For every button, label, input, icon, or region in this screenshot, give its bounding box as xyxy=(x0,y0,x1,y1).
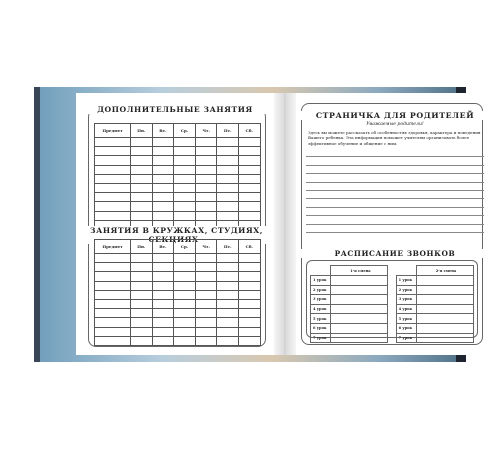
gap-cell xyxy=(388,266,396,276)
lesson-label: 3 урок xyxy=(311,295,331,305)
blank-cell[interactable] xyxy=(195,327,217,336)
blank-cell[interactable] xyxy=(195,202,217,211)
blank-cell[interactable] xyxy=(195,281,217,290)
blank-cell[interactable] xyxy=(131,193,153,202)
blank-cell[interactable] xyxy=(174,165,196,174)
table-row xyxy=(95,327,261,336)
blank-cell[interactable] xyxy=(195,299,217,308)
blank-cell[interactable] xyxy=(131,183,153,192)
blank-cell[interactable] xyxy=(174,263,196,272)
blank-cell[interactable] xyxy=(152,309,174,318)
lesson-label: 7 урок xyxy=(396,333,416,343)
blank-cell[interactable] xyxy=(131,263,153,272)
blank-cell[interactable] xyxy=(174,202,196,211)
column-header: Пт. xyxy=(217,240,239,254)
lesson-label: 3 урок xyxy=(396,295,416,305)
blank-cell[interactable] xyxy=(238,309,260,318)
blank-cell[interactable] xyxy=(95,174,131,183)
blank-cell[interactable] xyxy=(95,254,131,263)
blank-cell[interactable] xyxy=(95,263,131,272)
blank-cell[interactable] xyxy=(131,138,153,147)
blank-cell[interactable] xyxy=(95,309,131,318)
shift-1-time-cell[interactable] xyxy=(331,333,388,343)
blank-cell[interactable] xyxy=(131,299,153,308)
blank-cell[interactable] xyxy=(238,202,260,211)
writing-line[interactable] xyxy=(306,191,484,199)
table-row xyxy=(95,202,261,211)
shift-2-header: 2-я смена xyxy=(416,266,473,276)
blank-cell[interactable] xyxy=(195,165,217,174)
shift-1-time-cell[interactable] xyxy=(331,285,388,295)
blank-cell[interactable] xyxy=(131,211,153,220)
column-header: Вт. xyxy=(152,240,174,254)
column-header: Ср. xyxy=(174,124,196,138)
blank-cell[interactable] xyxy=(174,211,196,220)
blank-cell[interactable] xyxy=(174,290,196,299)
blank-cell[interactable] xyxy=(95,272,131,281)
parents-notes-lines xyxy=(306,149,484,233)
blank-cell[interactable] xyxy=(195,336,217,345)
blank-cell[interactable] xyxy=(195,254,217,263)
blank-cell[interactable] xyxy=(217,193,239,202)
blank-cell[interactable] xyxy=(152,202,174,211)
blank-cell[interactable] xyxy=(217,309,239,318)
table-row xyxy=(95,281,261,290)
blank-cell[interactable] xyxy=(238,211,260,220)
blank-cell[interactable] xyxy=(152,165,174,174)
blank-cell[interactable] xyxy=(152,290,174,299)
writing-line[interactable] xyxy=(306,174,484,182)
blank-cell[interactable] xyxy=(95,147,131,156)
table-row xyxy=(95,299,261,308)
column-header: Пн. xyxy=(131,124,153,138)
blank-cell[interactable] xyxy=(152,299,174,308)
blank-cell[interactable] xyxy=(152,272,174,281)
blank-cell[interactable] xyxy=(131,318,153,327)
gap-cell xyxy=(396,266,416,276)
shift-1-header: 1-я смена xyxy=(331,266,388,276)
blank-cell[interactable] xyxy=(95,156,131,165)
blank-cell[interactable] xyxy=(195,309,217,318)
blank-cell[interactable] xyxy=(152,327,174,336)
parents-page-title: СТРАНИЧКА ДЛЯ РОДИТЕЛЕЙ xyxy=(296,111,494,120)
gap-cell xyxy=(311,266,331,276)
lesson-label: 7 урок xyxy=(311,333,331,343)
writing-line[interactable] xyxy=(306,157,484,165)
table-row xyxy=(95,183,261,192)
bell-row xyxy=(311,333,474,343)
blank-cell[interactable] xyxy=(95,211,131,220)
blank-cell[interactable] xyxy=(131,254,153,263)
blank-cell[interactable] xyxy=(174,336,196,345)
blank-cell[interactable] xyxy=(131,272,153,281)
table-row xyxy=(95,138,261,147)
blank-cell[interactable] xyxy=(174,309,196,318)
lesson-label: 5 урок xyxy=(311,314,331,324)
writing-line[interactable] xyxy=(306,183,484,191)
lesson-label: 4 урок xyxy=(311,304,331,314)
column-header: Пт. xyxy=(217,124,239,138)
blank-cell[interactable] xyxy=(152,318,174,327)
blank-cell[interactable] xyxy=(174,183,196,192)
blank-cell[interactable] xyxy=(131,281,153,290)
blank-cell[interactable] xyxy=(217,147,239,156)
blank-cell[interactable] xyxy=(195,147,217,156)
shift-1-time-cell[interactable] xyxy=(331,304,388,314)
blank-cell[interactable] xyxy=(238,193,260,202)
blank-cell[interactable] xyxy=(95,290,131,299)
extra-classes-table xyxy=(94,123,261,230)
section-extra-classes-title: ДОПОЛНИТЕЛЬНЫЕ ЗАНЯТИЯ xyxy=(76,105,274,114)
writing-line[interactable] xyxy=(306,149,484,157)
book-spine xyxy=(274,93,296,355)
left-page xyxy=(76,93,274,355)
clubs-table xyxy=(94,239,261,346)
bell-schedule-title: РАСПИСАНИЕ ЗВОНКОВ xyxy=(296,249,494,258)
blank-cell[interactable] xyxy=(217,290,239,299)
blank-cell[interactable] xyxy=(131,290,153,299)
shift-2-time-cell[interactable] xyxy=(416,304,473,314)
blank-cell[interactable] xyxy=(174,281,196,290)
blank-cell[interactable] xyxy=(152,156,174,165)
column-header: Ср. xyxy=(174,240,196,254)
blank-cell[interactable] xyxy=(217,336,239,345)
blank-cell[interactable] xyxy=(95,318,131,327)
blank-cell[interactable] xyxy=(195,183,217,192)
blank-cell[interactable] xyxy=(238,174,260,183)
bell-row xyxy=(311,304,474,314)
gap-cell xyxy=(388,323,396,333)
table-row xyxy=(95,336,261,345)
blank-cell[interactable] xyxy=(195,263,217,272)
blank-cell[interactable] xyxy=(238,183,260,192)
blank-cell[interactable] xyxy=(152,183,174,192)
blank-cell[interactable] xyxy=(131,156,153,165)
lesson-label: 2 урок xyxy=(396,285,416,295)
writing-line[interactable] xyxy=(306,166,484,174)
blank-cell[interactable] xyxy=(195,318,217,327)
blank-cell[interactable] xyxy=(195,193,217,202)
lesson-label: 4 урок xyxy=(396,304,416,314)
blank-cell[interactable] xyxy=(217,202,239,211)
blank-cell[interactable] xyxy=(238,281,260,290)
table-row xyxy=(95,156,261,165)
blank-cell[interactable] xyxy=(195,211,217,220)
gap-cell xyxy=(388,295,396,305)
column-header: Предмет xyxy=(95,240,131,254)
blank-cell[interactable] xyxy=(95,299,131,308)
blank-cell[interactable] xyxy=(195,174,217,183)
blank-cell[interactable] xyxy=(131,202,153,211)
blank-cell[interactable] xyxy=(238,263,260,272)
lesson-label: 1 урок xyxy=(396,276,416,286)
blank-cell[interactable] xyxy=(174,318,196,327)
table-row xyxy=(95,211,261,220)
writing-line[interactable] xyxy=(306,199,484,207)
blank-cell[interactable] xyxy=(238,147,260,156)
blank-cell[interactable] xyxy=(131,309,153,318)
blank-cell[interactable] xyxy=(131,336,153,345)
column-header: Чт. xyxy=(195,124,217,138)
shift-2-time-cell[interactable] xyxy=(416,276,473,286)
blank-cell[interactable] xyxy=(152,138,174,147)
blank-cell[interactable] xyxy=(152,147,174,156)
bell-row xyxy=(311,323,474,333)
lesson-label: 5 урок xyxy=(396,314,416,324)
blank-cell[interactable] xyxy=(152,336,174,345)
blank-cell[interactable] xyxy=(217,272,239,281)
blank-cell[interactable] xyxy=(217,183,239,192)
blank-cell[interactable] xyxy=(95,336,131,345)
writing-line[interactable] xyxy=(306,216,484,224)
shift-1-time-cell[interactable] xyxy=(331,323,388,333)
bell-schedule-table xyxy=(310,265,474,343)
blank-cell[interactable] xyxy=(174,147,196,156)
blank-cell[interactable] xyxy=(238,327,260,336)
shift-2-time-cell[interactable] xyxy=(416,314,473,324)
blank-cell[interactable] xyxy=(217,299,239,308)
blank-cell[interactable] xyxy=(217,165,239,174)
blank-cell[interactable] xyxy=(217,254,239,263)
blank-cell[interactable] xyxy=(174,156,196,165)
shift-2-time-cell[interactable] xyxy=(416,333,473,343)
shift-1-time-cell[interactable] xyxy=(331,314,388,324)
gap-cell xyxy=(388,314,396,324)
blank-cell[interactable] xyxy=(195,272,217,281)
bell-row xyxy=(311,295,474,305)
column-header: Предмет xyxy=(95,124,131,138)
blank-cell[interactable] xyxy=(238,165,260,174)
column-header: Сб. xyxy=(238,124,260,138)
parents-instructions: Здесь вы можете рассказать об особенностях здоровья, характера и поведения Вашего ребенка. Эта информация поможет учителям организовать более эффективное обучение и общение с ним. xyxy=(308,130,481,146)
blank-cell[interactable] xyxy=(217,211,239,220)
lesson-label: 1 урок xyxy=(311,276,331,286)
blank-cell[interactable] xyxy=(217,318,239,327)
blank-cell[interactable] xyxy=(152,263,174,272)
lesson-label: 2 урок xyxy=(311,285,331,295)
bell-row xyxy=(311,285,474,295)
blank-cell[interactable] xyxy=(238,156,260,165)
shift-1-time-cell[interactable] xyxy=(331,276,388,286)
blank-cell[interactable] xyxy=(174,327,196,336)
table-row xyxy=(95,309,261,318)
column-header: Сб. xyxy=(238,240,260,254)
blank-cell[interactable] xyxy=(217,174,239,183)
blank-cell[interactable] xyxy=(174,138,196,147)
blank-cell[interactable] xyxy=(152,193,174,202)
blank-cell[interactable] xyxy=(217,156,239,165)
blank-cell[interactable] xyxy=(238,290,260,299)
blank-cell[interactable] xyxy=(131,165,153,174)
column-header: Пн. xyxy=(131,240,153,254)
blank-cell[interactable] xyxy=(95,138,131,147)
table-row xyxy=(95,263,261,272)
blank-cell[interactable] xyxy=(217,138,239,147)
blank-cell[interactable] xyxy=(195,138,217,147)
bell-row xyxy=(311,314,474,324)
blank-cell[interactable] xyxy=(152,174,174,183)
table-row xyxy=(95,165,261,174)
blank-cell[interactable] xyxy=(238,272,260,281)
gap-cell xyxy=(388,285,396,295)
column-header: Чт. xyxy=(195,240,217,254)
blank-cell[interactable] xyxy=(174,272,196,281)
parents-greeting: Уважаемые родители! xyxy=(366,122,424,127)
blank-cell[interactable] xyxy=(238,299,260,308)
lesson-label: 6 урок xyxy=(396,323,416,333)
table-row xyxy=(95,174,261,183)
column-header: Вт. xyxy=(152,124,174,138)
blank-cell[interactable] xyxy=(174,174,196,183)
lesson-label: 6 урок xyxy=(311,323,331,333)
table-row xyxy=(95,254,261,263)
blank-cell[interactable] xyxy=(238,254,260,263)
cover-edge-left xyxy=(34,87,40,362)
shift-1-time-cell[interactable] xyxy=(331,295,388,305)
blank-cell[interactable] xyxy=(95,183,131,192)
blank-cell[interactable] xyxy=(195,290,217,299)
blank-cell[interactable] xyxy=(95,327,131,336)
table-row xyxy=(95,272,261,281)
gap-cell xyxy=(388,304,396,314)
blank-cell[interactable] xyxy=(174,254,196,263)
gap-cell xyxy=(388,276,396,286)
blank-cell[interactable] xyxy=(238,138,260,147)
blank-cell[interactable] xyxy=(152,281,174,290)
shift-2-time-cell[interactable] xyxy=(416,285,473,295)
blank-cell[interactable] xyxy=(131,147,153,156)
blank-cell[interactable] xyxy=(152,211,174,220)
diary-book xyxy=(34,87,481,362)
table-row xyxy=(95,290,261,299)
right-page xyxy=(296,93,494,355)
shift-2-time-cell[interactable] xyxy=(416,323,473,333)
table-row xyxy=(95,318,261,327)
bell-row xyxy=(311,276,474,286)
table-row xyxy=(95,147,261,156)
blank-cell[interactable] xyxy=(152,254,174,263)
blank-cell[interactable] xyxy=(217,327,239,336)
gap-cell xyxy=(388,333,396,343)
shift-2-time-cell[interactable] xyxy=(416,295,473,305)
blank-cell[interactable] xyxy=(174,299,196,308)
blank-cell[interactable] xyxy=(238,318,260,327)
table-row xyxy=(95,193,261,202)
blank-cell[interactable] xyxy=(131,174,153,183)
blank-cell[interactable] xyxy=(174,193,196,202)
writing-line[interactable] xyxy=(306,208,484,216)
section-clubs-title: ЗАНЯТИЯ В КРУЖКАХ, СТУДИЯХ, СЕКЦИЯХ xyxy=(76,226,274,244)
blank-cell[interactable] xyxy=(95,165,131,174)
blank-cell[interactable] xyxy=(131,327,153,336)
blank-cell[interactable] xyxy=(195,156,217,165)
blank-cell[interactable] xyxy=(217,281,239,290)
writing-line[interactable] xyxy=(306,225,484,233)
blank-cell[interactable] xyxy=(238,336,260,345)
blank-cell[interactable] xyxy=(95,202,131,211)
blank-cell[interactable] xyxy=(95,281,131,290)
blank-cell[interactable] xyxy=(95,193,131,202)
blank-cell[interactable] xyxy=(217,263,239,272)
